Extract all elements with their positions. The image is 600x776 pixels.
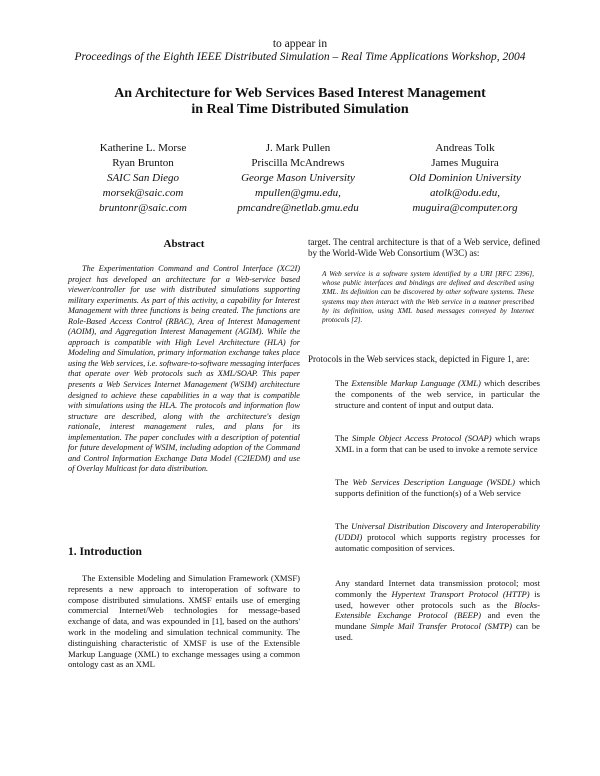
author-email: morsek@saic.com	[102, 187, 184, 199]
list-item: The Simple Object Access Protocol (SOAP) which wraps XML in a form that can be used to invoke a remote service	[335, 433, 540, 454]
author-org: SAIC San Diego	[106, 172, 180, 184]
author-name: Ryan Brunton	[112, 157, 174, 169]
author-email: mpullen@gmu.edu,	[255, 187, 341, 199]
author-email: bruntonr@saic.com	[98, 202, 188, 214]
right-continuation: target. The central architecture is that of a Web service, defined by the World-Wide Web Consortium (W3C) as:	[308, 237, 540, 258]
author-org: George Mason University	[241, 172, 355, 184]
author-name: Katherine L. Morse	[99, 142, 187, 154]
list-item: The Universal Distribution Discovery and Interoperability (UDDI) protocol which supports registry processes for automatic composition of services.	[335, 521, 540, 553]
list-item: The Web Services Description Language (WSDL) which supports definition of the function(s) of a Web service	[335, 477, 541, 498]
author-email: atolk@odu.edu,	[430, 187, 500, 199]
author-name: Priscilla McAndrews	[251, 157, 345, 169]
list-item: Any standard Internet data transmission protocol; most commonly the Hypertext Transport Protocol (HTTP) is used, however other protocols such as the Blocks-Extensible Exchange Protocol (BEEP) and even the mundane Simple Mail Transfer Protocol (SMTP) can be used.	[335, 578, 540, 642]
abstract-heading: Abstract	[163, 238, 205, 250]
intro-heading: 1. Introduction	[68, 546, 142, 558]
author-block-2	[213, 141, 383, 216]
author-name: James Muguira	[431, 157, 499, 169]
header-line2: Proceedings of the Eighth IEEE Distributed Simulation – Real Time Applications Workshop, 2004	[74, 51, 526, 63]
list-item: The Extensible Markup Language (XML) which describes the components of the web service, in particular the structure and content of input and output data.	[335, 378, 540, 410]
abstract-text: The Experimentation Command and Control Interface (XC2I) project has developed an architecture for a Web-service based viewer/controller for use with distributed simulations supporting military experiments. As part of this activity, a capability for Interest Management with three functions is being created. The functions are Role-Based Access Control (RBAC), Area of Interest Management (AOIM), and Aggregation Interest Management (AGIM). While the approach is compatible with High Level Architecture (HLA) for Modeling and Simulation, primary information exchange takes place using the Web services, i.e. software-to-software messaging interfaces that operate over Web protocols such as XML/SOAP. This paper presents a Web Services Internet Management (WSIM) architecture designed to achieve these capabilities in a way that is compatible with simulations using the HLA. The protocols and information flow structure are described, along with the architecture's design rationale, interest management rules, and plans for its implementation. The paper concludes with a description of potential for future development of WSIM, including adoption of the Command and Control Information Exchange Data Model (C2IEDM) and use of Overlay Multicast for data distribution.	[68, 264, 300, 474]
author-block-1	[58, 141, 228, 216]
author-email: muguira@computer.org	[412, 202, 518, 214]
title-line1: An Architecture for Web Services Based Interest Management	[114, 86, 486, 101]
title-line2: in Real Time Distributed Simulation	[191, 102, 409, 117]
author-name: Andreas Tolk	[435, 142, 495, 154]
author-name: J. Mark Pullen	[265, 142, 331, 154]
header-line1: to appear in	[272, 38, 328, 50]
paper-title	[0, 86, 600, 118]
intro-text: The Extensible Modeling and Simulation Framework (XMSF) represents a new approach to interoperation of software to compose distributed simulations. XMSF entails use of emerging commercial Internet/Web technologies for message-based exchange of data, and was expounded in [1], based on the authors' work in the modeling and simulation technical community. The distinguishing characteristic of XMSF is use of the Extensible Markup Language (XML) to exchange messages using a common ontology cast as an XML	[68, 573, 300, 670]
author-block-3	[380, 141, 550, 216]
protocols-intro: Protocols in the Web services stack, depicted in Figure 1, are:	[308, 354, 530, 364]
author-org: Old Dominion University	[409, 172, 521, 184]
w3c-quote: A Web service is a software system identified by a URI [RFC 2396], whose public interfaces and bindings are defined and described using XML. Its definition can be discovered by other software systems. These systems may then interact with the Web service in a manner prescribed by its definition, using XML based messages conveyed by Internet protocols [2].	[322, 269, 534, 325]
author-email: pmcandre@netlab.gmu.edu	[237, 202, 359, 214]
